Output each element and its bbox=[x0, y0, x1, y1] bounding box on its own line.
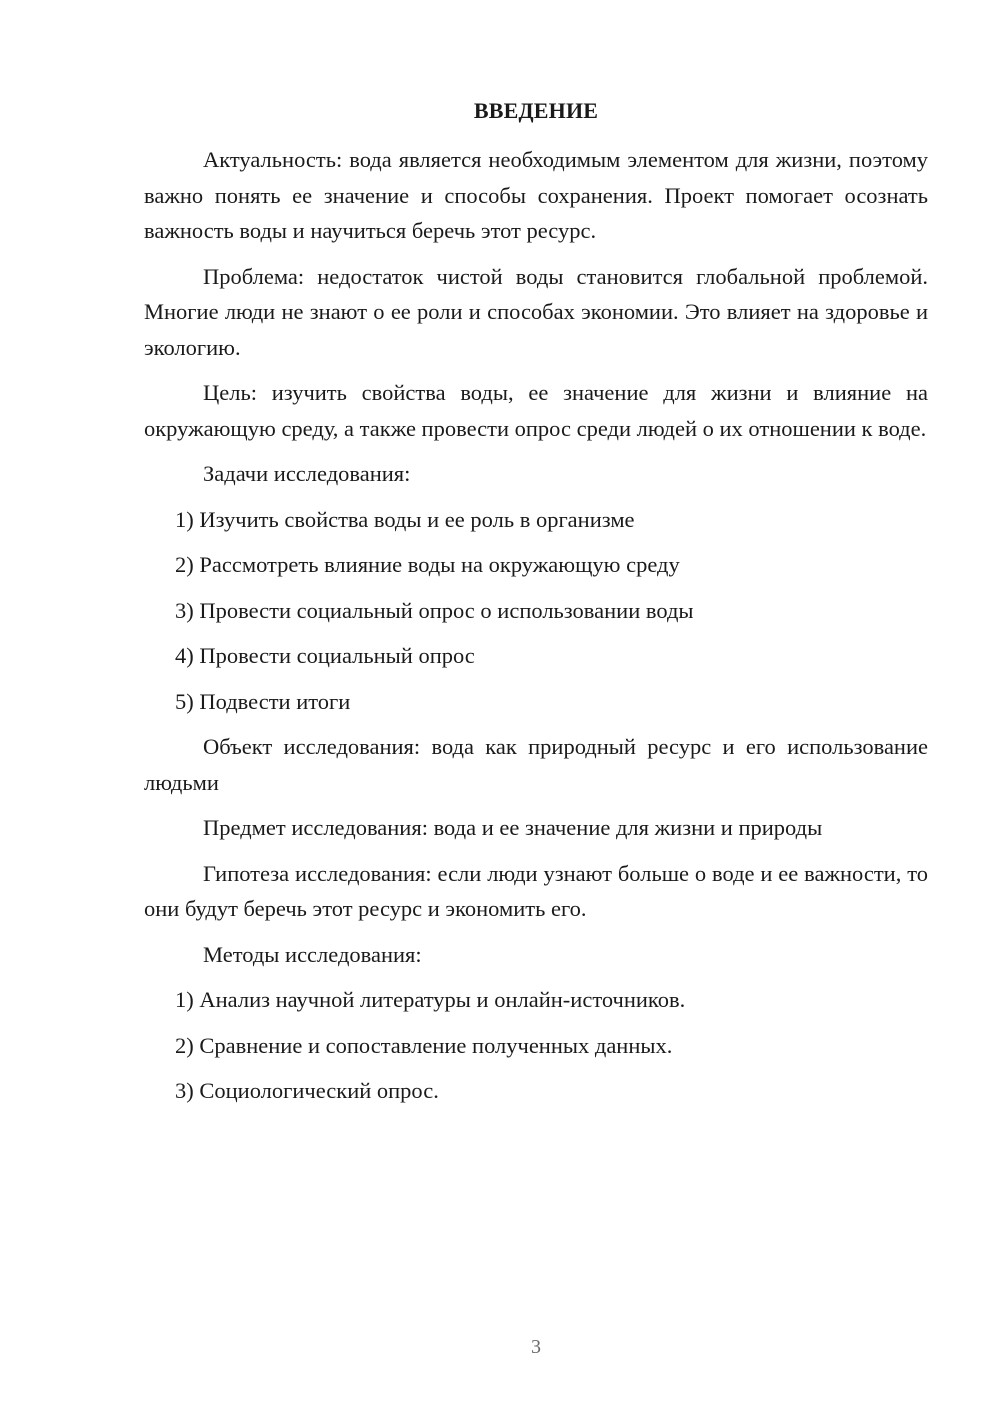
problem-paragraph: Проблема: недостаток чистой воды становится глобальной проблемой. Многие люди не знают о ее роли и способах экономии. Это влияет на здоровье и экологию. bbox=[144, 263, 928, 360]
page-number: 3 bbox=[531, 1336, 541, 1358]
hypothesis-paragraph: Гипотеза исследования: если люди узнают больше о воде и ее важности, то они будут беречь этот ресурс и экономить его. bbox=[144, 860, 928, 921]
relevance-paragraph: Актуальность: вода является необходимым элементом для жизни, поэтому важно понять ее значение и способы сохранения. Проект помогает осознать важность воды и научиться беречь этот ресурс. bbox=[144, 147, 928, 243]
tasks-heading: Задачи исследования: bbox=[203, 461, 411, 486]
goal-paragraph: Цель: изучить свойства воды, ее значение для жизни и влияние на окружающую среду, а также провести опрос среди людей о их отношении к воде. bbox=[144, 380, 928, 441]
page-title: ВВЕДЕНИЕ bbox=[473, 98, 599, 123]
task-item: 2) Рассмотреть влияние воды на окружающую среду bbox=[175, 552, 680, 577]
task-item: 3) Провести социальный опрос о использовании воды bbox=[175, 597, 694, 623]
method-item: 2) Сравнение и сопоставление полученных данных. bbox=[175, 1032, 673, 1058]
subject-paragraph: Предмет исследования: вода и ее значение для жизни и природы bbox=[203, 815, 823, 840]
object-paragraph: Объект исследования: вода как природный ресурс и его использование людьми bbox=[144, 734, 928, 795]
method-item: 3) Социологический опрос. bbox=[175, 1078, 439, 1103]
task-item: 5) Подвести итоги bbox=[175, 688, 351, 714]
body-text bbox=[144, 142, 928, 1119]
task-item: 1) Изучить свойства воды и ее роль в организме bbox=[175, 506, 635, 532]
method-item: 1) Анализ научной литературы и онлайн-источников. bbox=[175, 987, 686, 1012]
task-item: 4) Провести социальный опрос bbox=[175, 643, 475, 668]
methods-heading: Методы исследования: bbox=[203, 941, 422, 967]
